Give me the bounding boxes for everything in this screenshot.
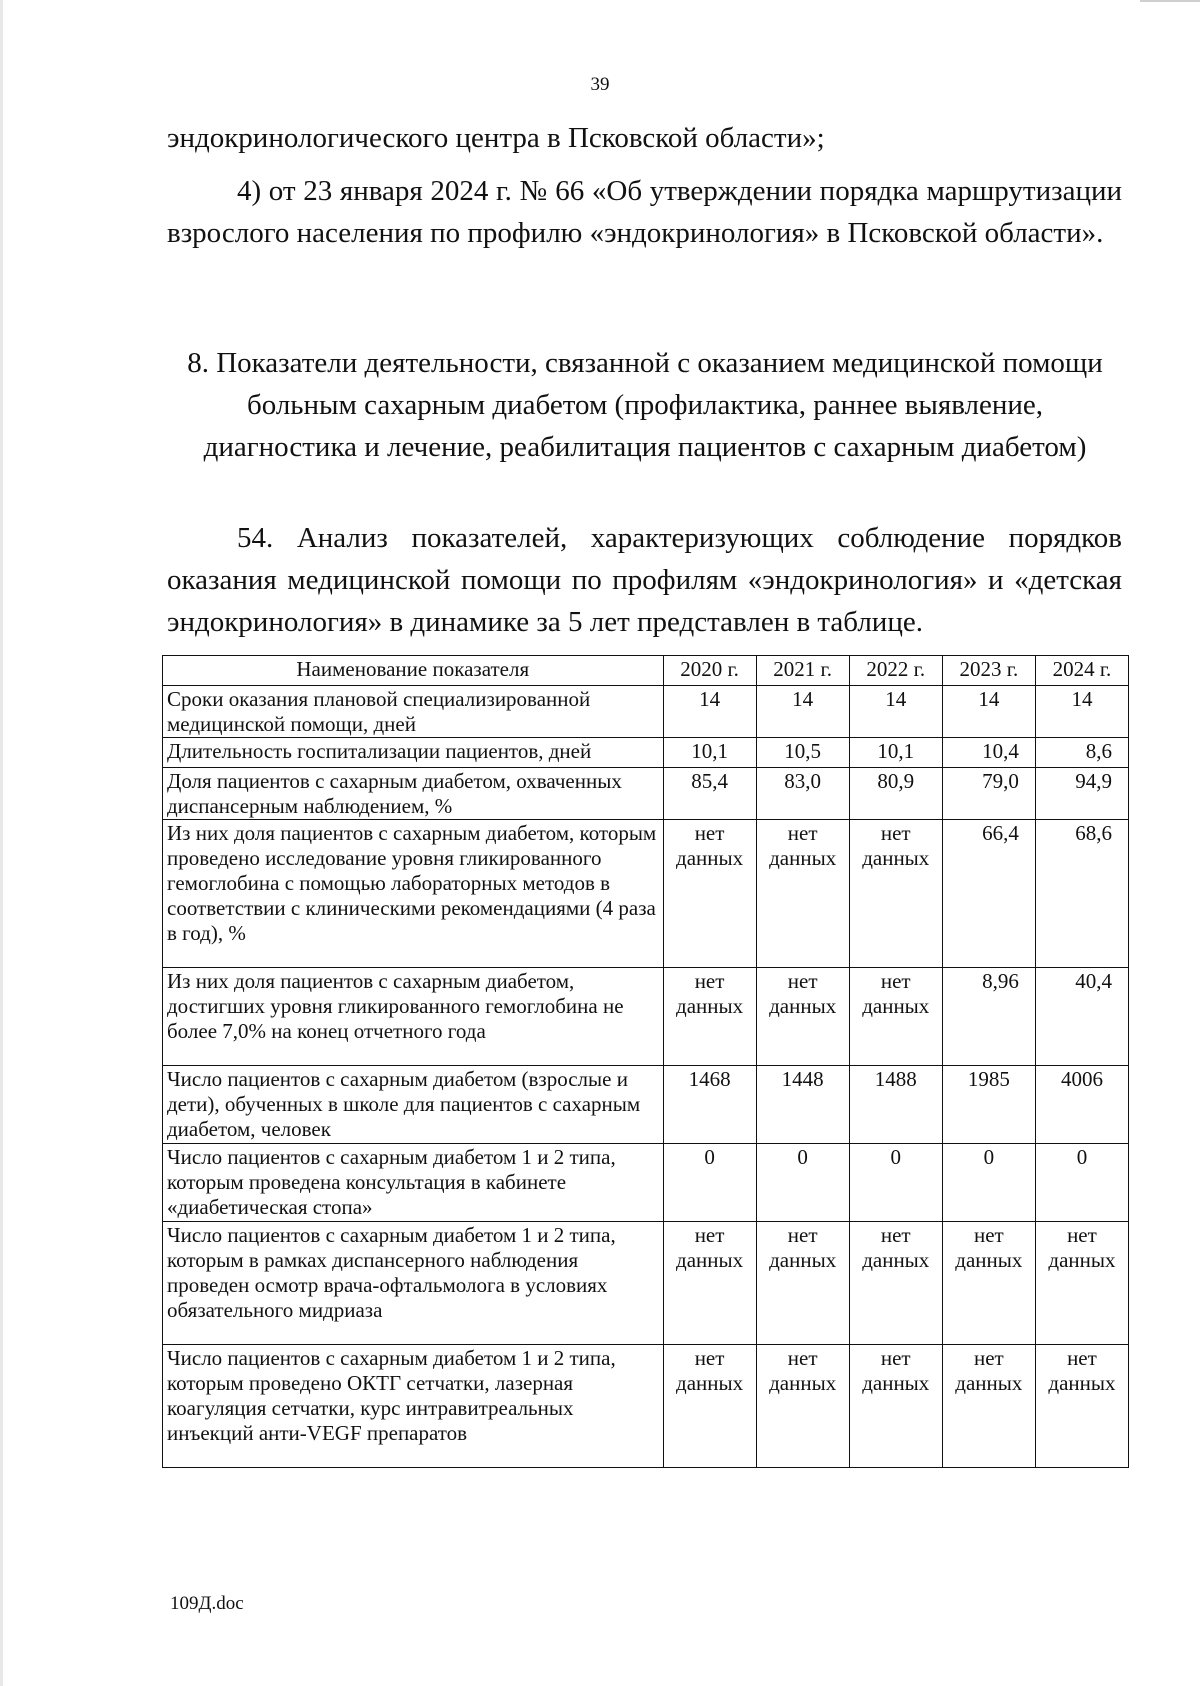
value-cell: нет данных (1035, 1345, 1128, 1468)
value-cell: 79,0 (942, 768, 1035, 820)
value-cell: 1468 (663, 1066, 756, 1144)
indicator-name-cell: Из них доля пациентов с сахарным диабетом, достигших уровня гликированного гемоглобина не более 7,0% на конец отчетного года (163, 968, 664, 1066)
table-header-row (163, 656, 1129, 686)
value-cell: нет данных (849, 1222, 942, 1345)
table-row (163, 1144, 1129, 1222)
value-cell: 4006 (1035, 1066, 1128, 1144)
value-cell: нет данных (663, 1345, 756, 1468)
footer-filename: 109Д.doc (170, 1593, 244, 1614)
value-cell: 1448 (756, 1066, 849, 1144)
value-cell: нет данных (756, 968, 849, 1066)
value-cell: 1488 (849, 1066, 942, 1144)
value-cell: нет данных (849, 820, 942, 968)
indicator-name-cell: Длительность госпитализации пациентов, дней (163, 738, 664, 768)
value-cell: 10,4 (942, 738, 1035, 768)
value-cell: нет данных (756, 820, 849, 968)
section-heading-line: больным сахарным диабетом (профилактика, раннее выявление, (246, 389, 1044, 421)
indicators-table (162, 655, 1129, 1468)
value-cell: 14 (756, 686, 849, 738)
value-cell: 10,5 (756, 738, 849, 768)
header-year: 2022 г. (849, 656, 942, 686)
table-row (163, 968, 1129, 1066)
value-cell: 0 (942, 1144, 1035, 1222)
scan-edge-left (0, 0, 3, 1686)
value-cell: нет данных (1035, 1222, 1128, 1345)
indicator-name-cell: Число пациентов с сахарным диабетом 1 и 2 типа, которым проведена консультация в кабинете «диабетическая стопа» (163, 1144, 664, 1222)
value-cell: нет данных (942, 1345, 1035, 1468)
section-heading-line: диагностика и лечение, реабилитация пациентов с сахарным диабетом) (203, 431, 1087, 463)
indicator-name-cell: Число пациентов с сахарным диабетом (взрослые и дети), обученных в школе для пациентов с сахарным диабетом, человек (163, 1066, 664, 1144)
value-cell: 80,9 (849, 768, 942, 820)
paragraph-54: 54. Анализ показателей, характеризующих соблюдение порядков оказания медицинской помощи по профилям «эндокринология» и «детская эндокринология» в динамике за 5 лет представлен в таблице. (167, 522, 1122, 638)
value-cell: нет данных (756, 1345, 849, 1468)
table-row (163, 1345, 1129, 1468)
value-cell: 94,9 (1035, 768, 1128, 820)
value-cell: 1985 (942, 1066, 1035, 1144)
indicator-name-cell: Доля пациентов с сахарным диабетом, охваченных диспансерным наблюдением, % (163, 768, 664, 820)
value-cell: 83,0 (756, 768, 849, 820)
value-cell: 66,4 (942, 820, 1035, 968)
indicator-name-cell: Число пациентов с сахарным диабетом 1 и 2 типа, которым проведено ОКТГ сетчатки, лазерная коагуляция сетчатки, курс интравитреальных инъекций анти-VEGF препаратов (163, 1345, 664, 1468)
page-number: 39 (590, 74, 610, 95)
table-row (163, 738, 1129, 768)
value-cell: 14 (1035, 686, 1128, 738)
value-cell: 14 (942, 686, 1035, 738)
indicator-name-cell: Из них доля пациентов с сахарным диабетом, которым проведено исследование уровня гликированного гемоглобина с помощью лабораторных методов в соответствии с клиническими рекомендациями (4 раза в год), % (163, 820, 664, 968)
value-cell: 10,1 (663, 738, 756, 768)
value-cell: 0 (756, 1144, 849, 1222)
indicator-name-cell: Сроки оказания плановой специализированной медицинской помощи, дней (163, 686, 664, 738)
value-cell: нет данных (849, 968, 942, 1066)
value-cell: 10,1 (849, 738, 942, 768)
value-cell: 8,6 (1035, 738, 1128, 768)
value-cell: нет данных (663, 1222, 756, 1345)
value-cell: 8,96 (942, 968, 1035, 1066)
value-cell: 0 (849, 1144, 942, 1222)
value-cell: 14 (849, 686, 942, 738)
scan-edge-right (1140, 0, 1200, 14)
table-row (163, 1066, 1129, 1144)
value-cell: нет данных (756, 1222, 849, 1345)
table-row (163, 1222, 1129, 1345)
section-heading-line: 8. Показатели деятельности, связанной с оказанием медицинской помощи (187, 347, 1103, 379)
value-cell: 85,4 (663, 768, 756, 820)
section-heading (150, 342, 1140, 468)
value-cell: 68,6 (1035, 820, 1128, 968)
paragraph-item-4: 4) от 23 января 2024 г. № 66 «Об утверждении порядка маршрутизации взрослого населения по профилю «эндокринология» в Псковской области». (167, 175, 1122, 249)
value-cell: 40,4 (1035, 968, 1128, 1066)
value-cell: 0 (1035, 1144, 1128, 1222)
value-cell: 14 (663, 686, 756, 738)
table-row (163, 768, 1129, 820)
value-cell: 0 (663, 1144, 756, 1222)
value-cell: нет данных (942, 1222, 1035, 1345)
indicator-name-cell: Число пациентов с сахарным диабетом 1 и 2 типа, которым в рамках диспансерного наблюдения проведен осмотр врача-офтальмолога в условиях обязательного мидриаза (163, 1222, 664, 1345)
header-year: 2020 г. (663, 656, 756, 686)
header-year: 2021 г. (756, 656, 849, 686)
header-indicator-name: Наименование показателя (163, 656, 664, 686)
table-row (163, 820, 1129, 968)
value-cell: нет данных (663, 820, 756, 968)
paragraph-continuation: эндокринологического центра в Псковской области»; (167, 122, 825, 154)
value-cell: нет данных (849, 1345, 942, 1468)
value-cell: нет данных (663, 968, 756, 1066)
header-year: 2023 г. (942, 656, 1035, 686)
header-year: 2024 г. (1035, 656, 1128, 686)
table-row (163, 686, 1129, 738)
